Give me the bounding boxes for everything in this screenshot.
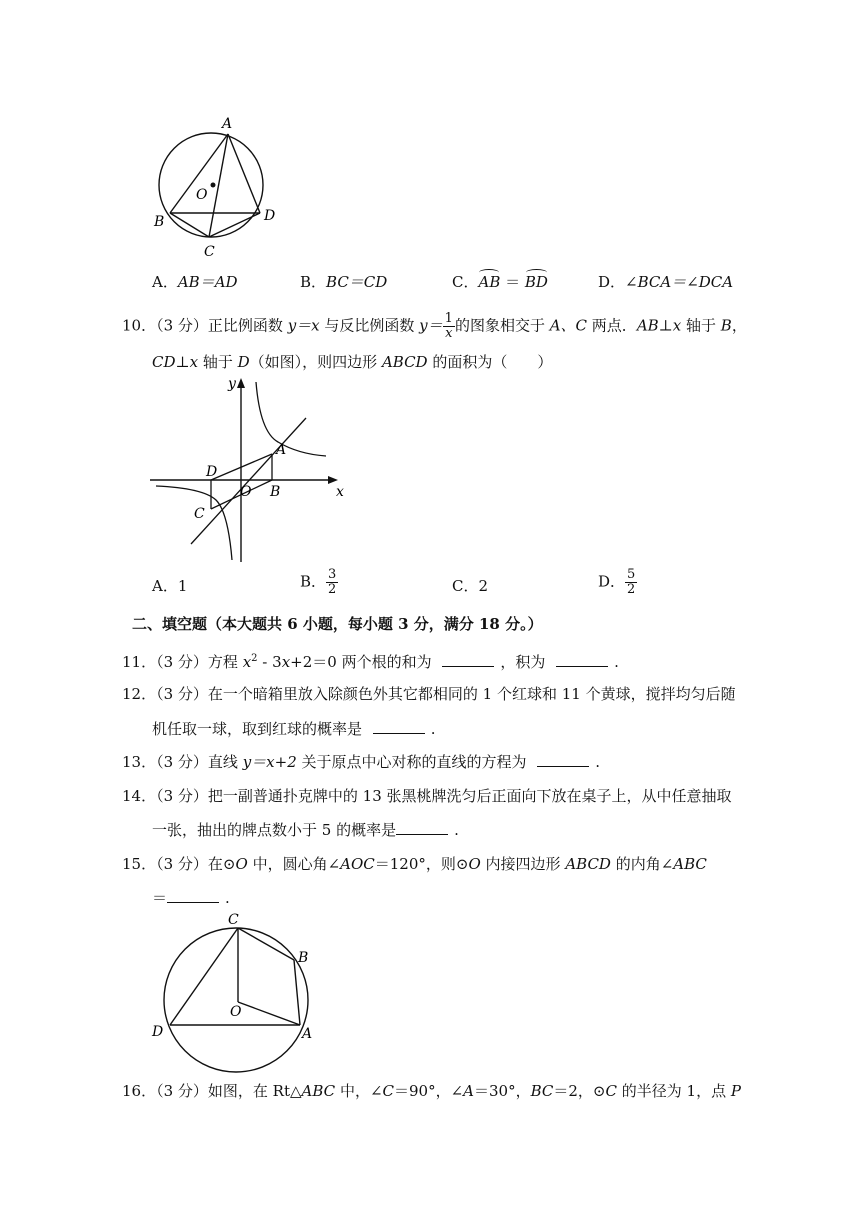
q10-label-C: C bbox=[194, 506, 205, 522]
q9-center-dot bbox=[211, 183, 216, 188]
q11-blank-sum[interactable] bbox=[442, 652, 494, 667]
q13-blank[interactable] bbox=[537, 752, 589, 767]
q10-option-b: B． $\frac{3}{2}$ bbox=[300, 567, 337, 597]
q15-circle bbox=[164, 928, 308, 1072]
q13: 13．（3 分）直线 y＝x+2 关于原点中心对称的直线的方程为 . bbox=[122, 753, 601, 771]
q11: 11．（3 分）方程 $x^2 - 3x+2=0$ 两个根的和为 ，积为 . bbox=[122, 653, 619, 671]
q10-hyperbola-branch-2 bbox=[156, 486, 232, 560]
q14-line-2: 一张，抽出的牌点数小于 5 的概率是 . bbox=[152, 821, 459, 839]
q15-line-2: ＝ . bbox=[152, 889, 230, 907]
q10-line-2: CD⊥x 轴于 D（如图），则四边形 ABCD 的面积为（ ） bbox=[152, 353, 553, 371]
q9-option-d: D．∠BCA＝∠DCA bbox=[598, 273, 734, 291]
q9-label-B: B bbox=[154, 214, 165, 230]
q14-line-1: 14．（3 分）把一副普通扑克牌中的 13 张黑桃牌洗匀后正面向下放在桌子上，从中任意抽取 bbox=[122, 787, 732, 805]
q15-label-A: A bbox=[302, 1026, 313, 1042]
q10-label-A: A bbox=[276, 442, 287, 458]
q10-label-y: y bbox=[228, 376, 236, 392]
q15-label-O: O bbox=[230, 1004, 242, 1020]
q10-option-c: C．2 bbox=[452, 577, 489, 595]
q15-figure bbox=[148, 910, 328, 1076]
q9-label-O: O bbox=[196, 187, 208, 203]
q9-label-A: A bbox=[222, 116, 233, 132]
q10-figure bbox=[148, 372, 358, 564]
q9-label-C: C bbox=[204, 244, 215, 260]
q10-option-d: D． $\frac{5}{2}$ bbox=[598, 567, 636, 597]
q9-option-a: A．AB＝AD bbox=[152, 273, 238, 291]
q9-option-b: B．BC＝CD bbox=[300, 273, 388, 291]
q10-option-a: A．1 bbox=[152, 577, 188, 595]
q15-label-B: B bbox=[298, 950, 309, 966]
q10-label-B: B bbox=[270, 484, 281, 500]
q15-blank[interactable] bbox=[167, 888, 219, 903]
q11-blank-product[interactable] bbox=[556, 652, 608, 667]
q15-label-D: D bbox=[152, 1024, 164, 1040]
q10-label-D: D bbox=[206, 464, 218, 480]
q12-line-2: 机任取一球，取到红球的概率是 . bbox=[152, 720, 436, 738]
q10-label-x: x bbox=[336, 484, 344, 500]
q12-line-1: 12．（3 分）在一个暗箱里放入除颜色外其它都相同的 1 个红球和 11 个黄球，搅拌均匀后随 bbox=[122, 685, 736, 703]
q10-hyperbola-branch-1 bbox=[256, 382, 326, 456]
q14-blank[interactable] bbox=[396, 820, 448, 835]
q10-line-1: 10．（3 分）正比例函数 y＝x 与反比例函数 y＝ $\frac{1}{x}$ 的图象相交于 A、C 两点．AB⊥x 轴于 B， bbox=[122, 311, 747, 341]
q12-blank[interactable] bbox=[373, 719, 425, 734]
q15-label-C: C bbox=[228, 912, 239, 928]
q10-fraction: $\frac{1}{x}$ bbox=[444, 311, 453, 341]
q9-figure bbox=[148, 112, 288, 262]
q15-line-1: 15．（3 分）在⊙O 中，圆心角∠AOC＝120°，则⊙O 内接四边形 ABCD 的内角∠ABC bbox=[122, 855, 707, 873]
section-2-heading: 二、填空题（本大题共 6 小题，每小题 3 分，满分 18 分。） bbox=[132, 615, 543, 633]
q9-option-c: C．AB ＝ BD bbox=[452, 273, 548, 291]
q9-label-D: D bbox=[264, 208, 276, 224]
q16: 16．（3 分）如图，在 Rt△ABC 中，∠C＝90°，∠A＝30°，BC＝2，⊙C 的半径为 1，点 P bbox=[122, 1082, 741, 1100]
q10-label-O: O bbox=[240, 484, 252, 500]
